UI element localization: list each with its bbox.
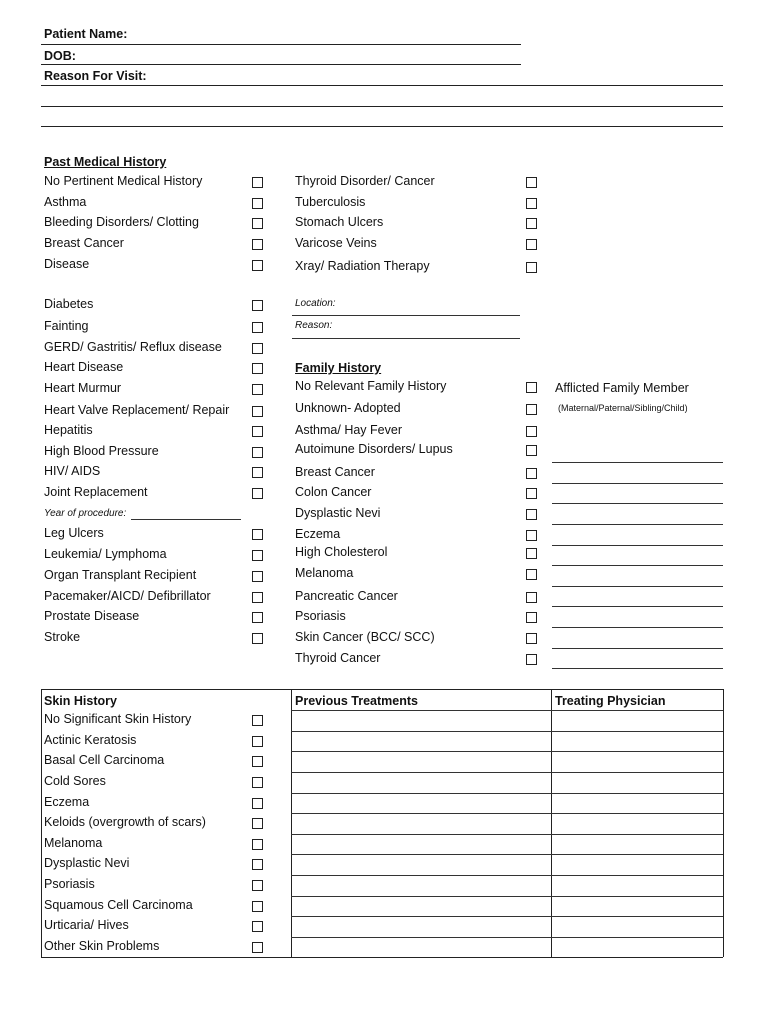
pmh-right-item-2-checkbox[interactable] [526, 218, 537, 229]
reason-field-line-3[interactable] [41, 126, 723, 127]
pmh-right-item-3-checkbox[interactable] [526, 239, 537, 250]
family-item-12-label: Skin Cancer (BCC/ SCC) [295, 630, 435, 644]
pmh-left-item-9-label: Heart Murmur [44, 381, 122, 395]
pmh-left-item-6-label: Fainting [44, 319, 89, 333]
skin-item-11-label: Other Skin Problems [44, 939, 160, 953]
family-item-1-checkbox[interactable] [526, 404, 537, 415]
family-item-6-label: Dysplastic Nevi [295, 506, 381, 520]
pmh-right-item-3-label: Varicose Veins [295, 236, 377, 250]
pmh-left-item-1-checkbox[interactable] [252, 198, 263, 209]
pmh-right-item-4-label: Xray/ Radiation Therapy [295, 259, 430, 273]
pmh-left-item-18-checkbox[interactable] [252, 592, 263, 603]
location-field[interactable] [292, 315, 520, 316]
pmh-left-item-16-checkbox[interactable] [252, 550, 263, 561]
skin-item-6-checkbox[interactable] [252, 839, 263, 850]
pmh-left-item-20-checkbox[interactable] [252, 633, 263, 644]
skin-item-5-checkbox[interactable] [252, 818, 263, 829]
pmh-left-item-3-label: Breast Cancer [44, 236, 124, 250]
pmh-left-item-19-label: Prostate Disease [44, 609, 140, 623]
family-item-8-label: High Cholesterol [295, 545, 388, 559]
pmh-left-item-14-label: Joint Replacement [44, 485, 148, 499]
family-item-2-label: Asthma/ Hay Fever [295, 423, 402, 437]
afflicted-family-member-label: Afflicted Family Member [555, 381, 689, 395]
pmh-left-item-13-checkbox[interactable] [252, 467, 263, 478]
family-item-12-checkbox[interactable] [526, 633, 537, 644]
family-item-3-label: Autoimune Disorders/ Lupus [295, 442, 453, 456]
pmh-left-item-2-checkbox[interactable] [252, 218, 263, 229]
pmh-left-item-7-label: GERD/ Gastritis/ Reflux disease [44, 340, 222, 354]
pmh-left-item-10-checkbox[interactable] [252, 406, 263, 417]
skin-item-10-checkbox[interactable] [252, 921, 263, 932]
reason-for-visit-label: Reason For Visit: [44, 69, 147, 83]
afflicted-member-line[interactable] [552, 586, 723, 587]
table-row[interactable] [291, 834, 723, 835]
reason-label: Reason: [295, 320, 333, 331]
year-of-procedure-field[interactable] [131, 519, 241, 520]
family-item-9-checkbox[interactable] [526, 569, 537, 580]
family-item-8-checkbox[interactable] [526, 548, 537, 559]
treating-physician-header: Treating Physician [555, 694, 666, 708]
pmh-left-item-19-checkbox[interactable] [252, 612, 263, 623]
skin-item-7-label: Dysplastic Nevi [44, 856, 130, 870]
table-row[interactable] [291, 710, 723, 711]
pmh-left-item-7-checkbox[interactable] [252, 343, 263, 354]
afflicted-member-line[interactable] [552, 606, 723, 607]
family-item-11-label: Psoriasis [295, 609, 346, 623]
pmh-left-item-17-label: Organ Transplant Recipient [44, 568, 197, 582]
family-item-10-label: Pancreatic Cancer [295, 589, 398, 603]
pmh-left-item-4-label: Disease [44, 257, 90, 271]
afflicted-family-member-sublabel: (Maternal/Paternal/Sibling/Child) [558, 403, 688, 413]
skin-item-0-checkbox[interactable] [252, 715, 263, 726]
pmh-left-item-1-label: Asthma [44, 195, 87, 209]
pmh-left-item-12-checkbox[interactable] [252, 447, 263, 458]
family-history-title: Family History [295, 361, 382, 375]
skin-item-4-label: Eczema [44, 795, 90, 809]
dob-field[interactable] [41, 64, 521, 65]
reason-field[interactable] [292, 338, 520, 339]
patient-name-field[interactable] [41, 44, 521, 45]
pmh-right-item-0-label: Thyroid Disorder/ Cancer [295, 174, 435, 188]
patient-name-label: Patient Name: [44, 27, 128, 41]
pmh-left-item-4-checkbox[interactable] [252, 260, 263, 271]
pmh-left-item-11-label: Hepatitis [44, 423, 93, 437]
family-item-2-checkbox[interactable] [526, 426, 537, 437]
afflicted-member-line[interactable] [552, 483, 723, 484]
family-item-0-checkbox[interactable] [526, 382, 537, 393]
family-item-11-checkbox[interactable] [526, 612, 537, 623]
pmh-left-item-6-checkbox[interactable] [252, 322, 263, 333]
table-row[interactable] [291, 813, 723, 814]
skin-item-11-checkbox[interactable] [252, 942, 263, 953]
afflicted-member-line[interactable] [552, 524, 723, 525]
skin-item-8-label: Psoriasis [44, 877, 95, 891]
pmh-left-item-16-label: Leukemia/ Lymphoma [44, 547, 167, 561]
skin-item-8-checkbox[interactable] [252, 880, 263, 891]
family-item-13-label: Thyroid Cancer [295, 651, 381, 665]
table-row[interactable] [291, 875, 723, 876]
pmh-left-item-20-label: Stroke [44, 630, 81, 644]
pmh-left-item-11-checkbox[interactable] [252, 426, 263, 437]
family-item-6-checkbox[interactable] [526, 509, 537, 520]
skin-item-9-label: Squamous Cell Carcinoma [44, 898, 193, 912]
pmh-right-item-4-checkbox[interactable] [526, 262, 537, 273]
afflicted-member-line[interactable] [552, 545, 723, 546]
pmh-right-item-1-checkbox[interactable] [526, 198, 537, 209]
skin-history-title: Skin History [44, 694, 117, 708]
family-item-7-checkbox[interactable] [526, 530, 537, 541]
skin-item-0-label: No Significant Skin History [44, 712, 192, 726]
table-row[interactable] [291, 937, 723, 938]
pmh-left-item-8-checkbox[interactable] [252, 363, 263, 374]
afflicted-member-line[interactable] [552, 503, 723, 504]
afflicted-member-line[interactable] [552, 668, 723, 669]
pmh-left-item-3-checkbox[interactable] [252, 239, 263, 250]
table-row[interactable] [291, 731, 723, 732]
pmh-left-item-18-label: Pacemaker/AICD/ Defibrillator [44, 589, 211, 603]
afflicted-member-line[interactable] [552, 627, 723, 628]
pmh-left-item-15-label: Leg Ulcers [44, 526, 104, 540]
pmh-left-item-15-checkbox[interactable] [252, 529, 263, 540]
family-item-1-label: Unknown- Adopted [295, 401, 401, 415]
table-row[interactable] [291, 916, 723, 917]
dob-label: DOB: [44, 49, 76, 63]
pmh-left-item-0-label: No Pertinent Medical History [44, 174, 203, 188]
skin-item-1-label: Actinic Keratosis [44, 733, 137, 747]
family-item-7-label: Eczema [295, 527, 341, 541]
skin-item-3-checkbox[interactable] [252, 777, 263, 788]
skin-item-7-checkbox[interactable] [252, 859, 263, 870]
table-row[interactable] [291, 896, 723, 897]
family-item-5-label: Colon Cancer [295, 485, 372, 499]
pmh-left-item-0-checkbox[interactable] [252, 177, 263, 188]
family-item-5-checkbox[interactable] [526, 488, 537, 499]
location-label: Location: [295, 298, 336, 309]
year-of-procedure-label: Year of procedure: [44, 508, 127, 519]
pmh-left-item-13-label: HIV/ AIDS [44, 464, 101, 478]
pmh-left-item-5-checkbox[interactable] [252, 300, 263, 311]
table-row[interactable] [291, 854, 723, 855]
skin-item-5-label: Keloids (overgrowth of scars) [44, 815, 206, 829]
family-item-0-label: No Relevant Family History [295, 379, 447, 393]
table-row[interactable] [291, 793, 723, 794]
past-medical-history-title: Past Medical History [44, 155, 167, 169]
afflicted-member-line[interactable] [552, 565, 723, 566]
skin-item-4-checkbox[interactable] [252, 798, 263, 809]
pmh-left-item-12-label: High Blood Pressure [44, 444, 159, 458]
skin-item-2-label: Basal Cell Carcinoma [44, 753, 165, 767]
skin-item-1-checkbox[interactable] [252, 736, 263, 747]
pmh-right-item-2-label: Stomach Ulcers [295, 215, 384, 229]
family-item-10-checkbox[interactable] [526, 592, 537, 603]
skin-item-9-checkbox[interactable] [252, 901, 263, 912]
afflicted-member-line[interactable] [552, 648, 723, 649]
skin-item-6-label: Melanoma [44, 836, 103, 850]
skin-item-10-label: Urticaria/ Hives [44, 918, 129, 932]
family-item-4-checkbox[interactable] [526, 468, 537, 479]
pmh-left-item-2-label: Bleeding Disorders/ Clotting [44, 215, 199, 229]
pmh-left-item-14-checkbox[interactable] [252, 488, 263, 499]
pmh-left-item-10-label: Heart Valve Replacement/ Repair [44, 403, 230, 417]
pmh-left-item-9-checkbox[interactable] [252, 384, 263, 395]
reason-field-line-2[interactable] [41, 106, 723, 107]
pmh-right-item-0-checkbox[interactable] [526, 177, 537, 188]
pmh-left-item-5-label: Diabetes [44, 297, 94, 311]
skin-item-3-label: Cold Sores [44, 774, 106, 788]
afflicted-member-line[interactable] [552, 462, 723, 463]
reason-field-line-1[interactable] [41, 85, 723, 86]
family-item-13-checkbox[interactable] [526, 654, 537, 665]
family-item-3-checkbox[interactable] [526, 445, 537, 456]
skin-item-2-checkbox[interactable] [252, 756, 263, 767]
pmh-left-item-17-checkbox[interactable] [252, 571, 263, 582]
pmh-right-item-1-label: Tuberculosis [295, 195, 366, 209]
table-row[interactable] [291, 772, 723, 773]
pmh-left-item-8-label: Heart Disease [44, 360, 124, 374]
table-row[interactable] [291, 751, 723, 752]
family-item-4-label: Breast Cancer [295, 465, 375, 479]
previous-treatments-header: Previous Treatments [295, 694, 418, 708]
family-item-9-label: Melanoma [295, 566, 354, 580]
